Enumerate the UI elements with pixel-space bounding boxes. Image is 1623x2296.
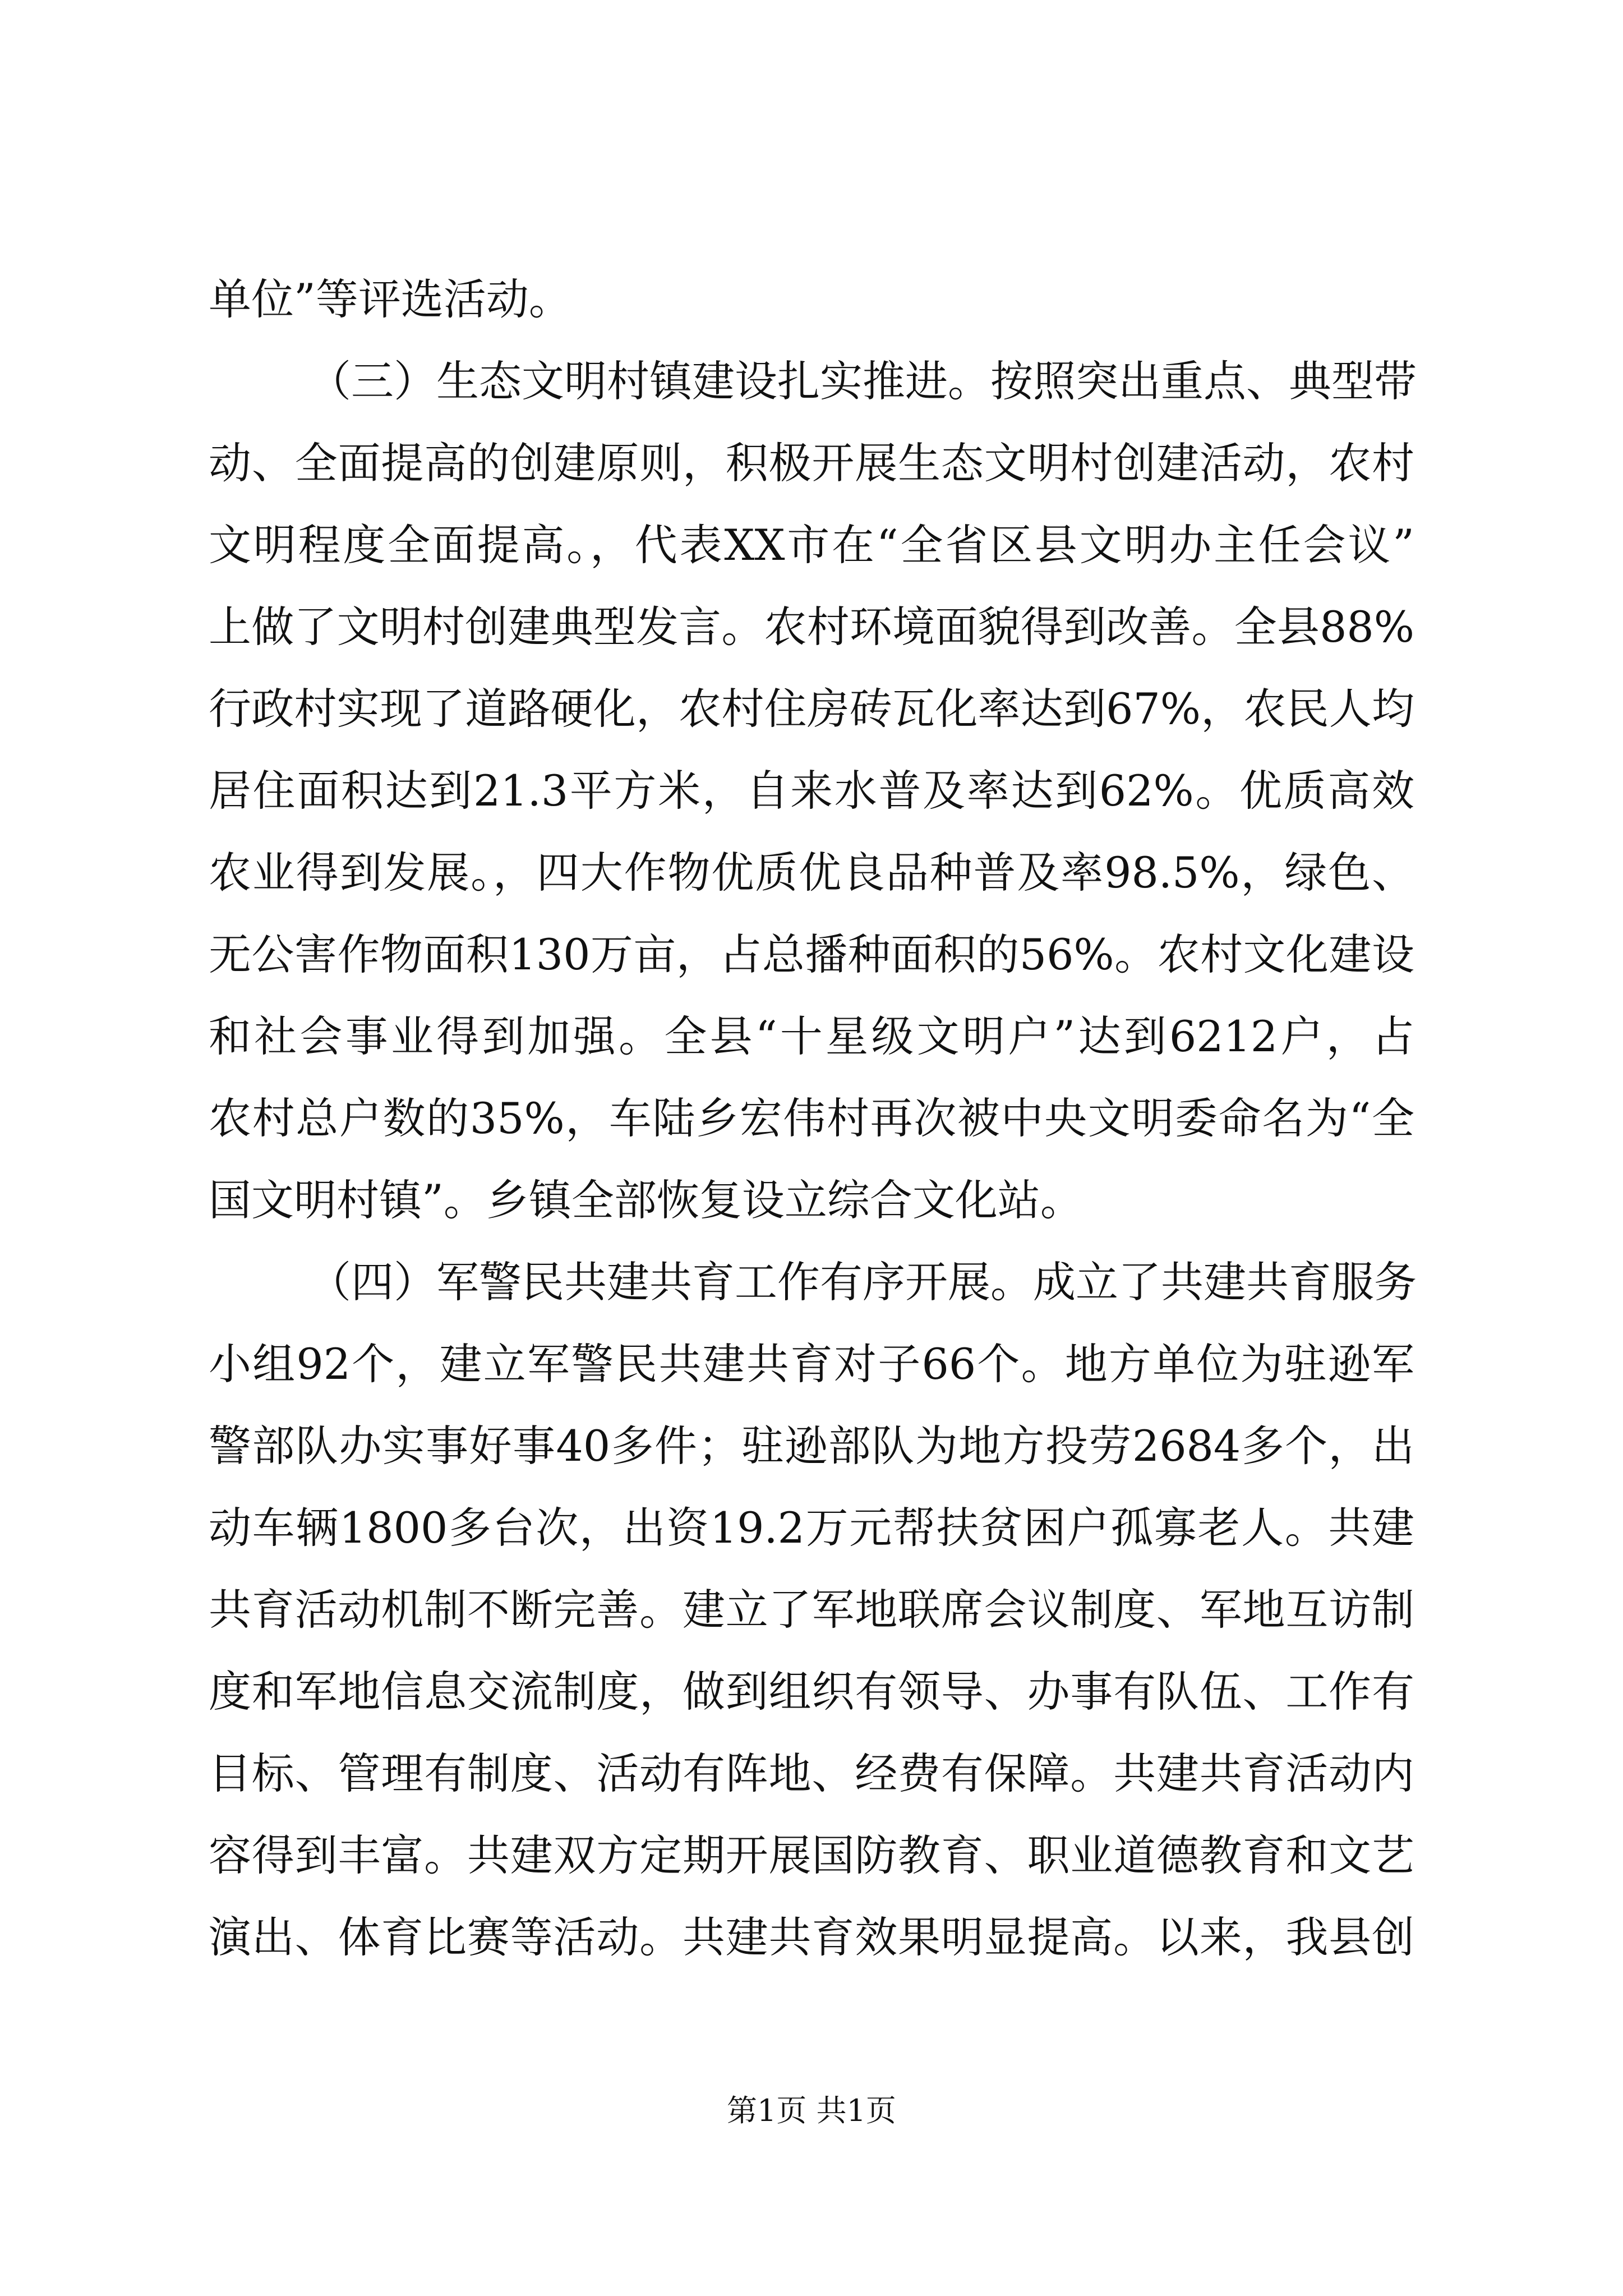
text-line-6: 行政村实现了道路硬化，农村住房砖瓦化率达到67%，农民人均 (209, 684, 1414, 734)
text-line-20: 容得到丰富。共建双方定期开展国防教育、职业道德教育和文艺 (209, 1830, 1414, 1880)
text-line-3: 动、全面提高的创建原则，积极开展生态文明村创建活动，农村 (209, 438, 1414, 488)
text-line-19: 目标、管理有制度、活动有阵地、经费有保障。共建共育活动内 (209, 1749, 1414, 1798)
text-line-10: 和社会事业得到加强。全县“十星级文明户”达到6212户，占 (209, 1011, 1414, 1061)
text-line-15: 警部队办实事好事40多件；驻逊部队为地方投劳2684多个，出 (209, 1421, 1414, 1471)
text-line-13: （四）军警民共建共育工作有序开展。成立了共建共育服务 (308, 1257, 1417, 1307)
text-line-11: 农村总户数的35%，车陆乡宏伟村再次被中央文明委命名为“全 (209, 1093, 1414, 1143)
text-line-14: 小组92个，建立军警民共建共育对子66个。地方单位为驻逊军 (209, 1339, 1414, 1389)
text-line-1: 单位”等评选活动。 (209, 274, 571, 324)
text-line-5: 上做了文明村创建典型发言。农村环境面貌得到改善。全县88% (209, 602, 1414, 652)
text-line-2: （三）生态文明村镇建设扎实推进。按照突出重点、典型带 (308, 356, 1417, 406)
text-line-4: 文明程度全面提高。，代表XX市在“全省区县文明办主任会议” (209, 520, 1414, 570)
text-line-9: 无公害作物面积130万亩，占总播种面积的56%。农村文化建设 (209, 930, 1414, 979)
page-number-footer: 第1页 共1页 (727, 2093, 896, 2128)
text-line-17: 共育活动机制不断完善。建立了军地联席会议制度、军地互访制 (209, 1585, 1414, 1635)
text-line-12: 国文明村镇”。乡镇全部恢复设立综合文化站。 (209, 1175, 1083, 1225)
text-line-18: 度和军地信息交流制度，做到组织有领导、办事有队伍、工作有 (209, 1667, 1414, 1717)
text-line-16: 动车辆1800多台次，出资19.2万元帮扶贫困户孤寡老人。共建 (209, 1503, 1414, 1553)
text-line-21: 演出、体育比赛等活动。共建共育效果明显提高。以来，我县创 (209, 1912, 1414, 1962)
text-line-8: 农业得到发展。，四大作物优质优良品种普及率98.5%，绿色、 (209, 848, 1414, 898)
text-line-7: 居住面积达到21.3平方米，自来水普及率达到62%。优质高效 (209, 766, 1414, 816)
